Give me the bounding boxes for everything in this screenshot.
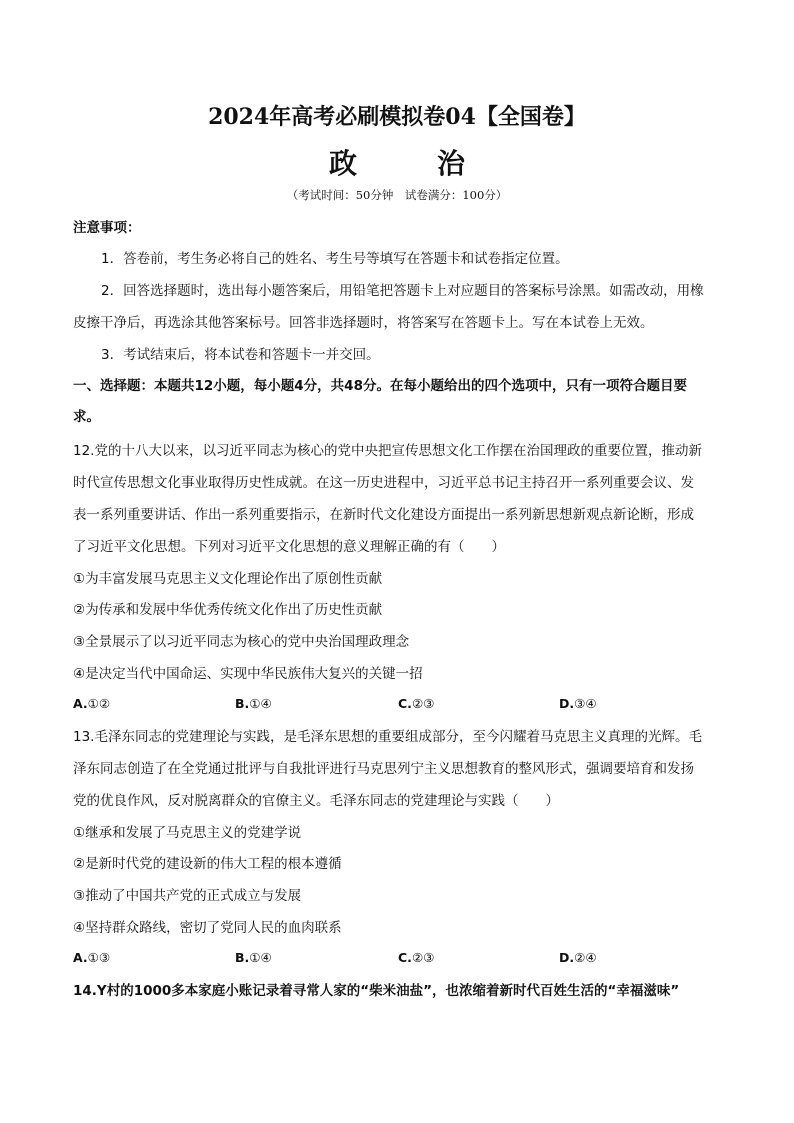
question-13-stem: 13.毛泽东同志的党建理论与实践，是毛泽东思想的重要组成部分，至今闪耀着马克思主义真理的光辉。毛 <box>73 729 702 745</box>
subject-title: 政 治 <box>328 147 491 180</box>
option-text: ②③ <box>411 950 435 965</box>
question-12-stem: 12.党的十八大以来，以习近平同志为核心的党中央把宣传思想文化工作摆在治国理政的重要位置，推动新 <box>73 443 702 459</box>
question-13-statement: ④坚持群众路线，密切了党同人民的血肉联系 <box>73 920 342 936</box>
option-letter: C. <box>398 696 412 711</box>
exam-title: 2024年高考必刷模拟卷04【全国卷】 <box>208 104 586 130</box>
option-a[interactable] <box>73 696 110 711</box>
option-text: ①④ <box>249 950 272 965</box>
question-12-statement: ②为传承和发展中华优秀传统文化作出了历史性贡献 <box>73 602 383 618</box>
option-b[interactable] <box>235 696 272 711</box>
question-12-stem: 表一系列重要讲话、作出一系列重要指示，在新时代文化建设方面提出一系列新思想新观点新论断，形成 <box>73 507 694 523</box>
question-12-stem: 了习近平文化思想。下列对习近平文化思想的意义理解正确的有（ ） <box>73 539 505 555</box>
option-text: ③④ <box>574 696 597 711</box>
option-letter: A. <box>73 950 88 965</box>
option-text: ①② <box>87 696 111 711</box>
option-letter: B. <box>235 696 250 711</box>
option-b[interactable] <box>235 950 272 965</box>
section-heading-cont: 求。 <box>73 409 100 425</box>
option-c[interactable] <box>398 950 434 965</box>
question-12-statement: ③全景展示了以习近平同志为核心的党中央治国理政理念 <box>73 634 410 650</box>
question-12-statement: ①为丰富发展马克思主义文化理论作出了原创性贡献 <box>73 571 383 587</box>
question-13-stem: 党的优良作风，反对脱离群众的官僚主义。毛泽东同志的党建理论与实践（ ） <box>73 793 559 809</box>
note-item-1: 1．答卷前，考生务必将自己的姓名、考生号等填写在答题卡和试卷指定位置。 <box>101 251 569 267</box>
option-letter: D. <box>559 696 575 711</box>
option-letter: A. <box>73 696 88 711</box>
option-d[interactable] <box>559 696 597 711</box>
option-text: ②④ <box>574 950 597 965</box>
option-a[interactable] <box>73 950 110 965</box>
option-letter: C. <box>398 950 412 965</box>
question-13-statement: ②是新时代党的建设新的伟大工程的根本遵循 <box>73 856 342 872</box>
note-item-2: 2．回答选择题时，选出每小题答案后，用铅笔把答题卡上对应题目的答案标号涂黑。如需改动，用橡 <box>101 283 704 299</box>
notes-heading: 注意事项： <box>73 220 141 236</box>
question-12-statement: ④是决定当代中国命运、实现中华民族伟大复兴的关键一招 <box>73 666 423 682</box>
option-text: ①④ <box>249 696 272 711</box>
question-13-statement: ①继承和发展了马克思主义的党建学说 <box>73 825 302 841</box>
question-14-stem: 14.Y村的1000多本家庭小账记录着寻常人家的“柴米油盐”，也浓缩着新时代百姓生活的“幸福滋味” <box>73 983 680 999</box>
question-12-stem: 时代宣传思想文化事业取得历史性成就。在这一历史进程中，习近平总书记主持召开一系列重要会议、发 <box>73 475 694 491</box>
question-13-statement: ③推动了中国共产党的正式成立与发展 <box>73 888 302 904</box>
question-12-options <box>73 696 723 716</box>
question-13-options <box>73 950 723 970</box>
option-text: ②③ <box>411 696 435 711</box>
option-text: ①③ <box>87 950 111 965</box>
note-item-2-cont: 皮擦干净后，再选涂其他答案标号。回答非选择题时，将答案写在答题卡上。写在本试卷上无效。 <box>73 315 654 331</box>
question-13-stem: 泽东同志创造了在全党通过批评与自我批评进行马克思列宁主义思想教育的整风形式，强调要培育和发扬 <box>73 761 694 777</box>
option-d[interactable] <box>559 950 597 965</box>
option-letter: B. <box>235 950 250 965</box>
note-item-3: 3．考试结束后，将本试卷和答题卡一并交回。 <box>101 347 380 363</box>
exam-info: （考试时间：50分钟 试卷满分：100分） <box>286 188 508 202</box>
option-c[interactable] <box>398 696 434 711</box>
option-letter: D. <box>559 950 575 965</box>
section-heading: 一、选择题：本题共12小题，每小题4分，共48分。在每小题给出的四个选项中，只有一项符合题目要 <box>73 378 687 394</box>
